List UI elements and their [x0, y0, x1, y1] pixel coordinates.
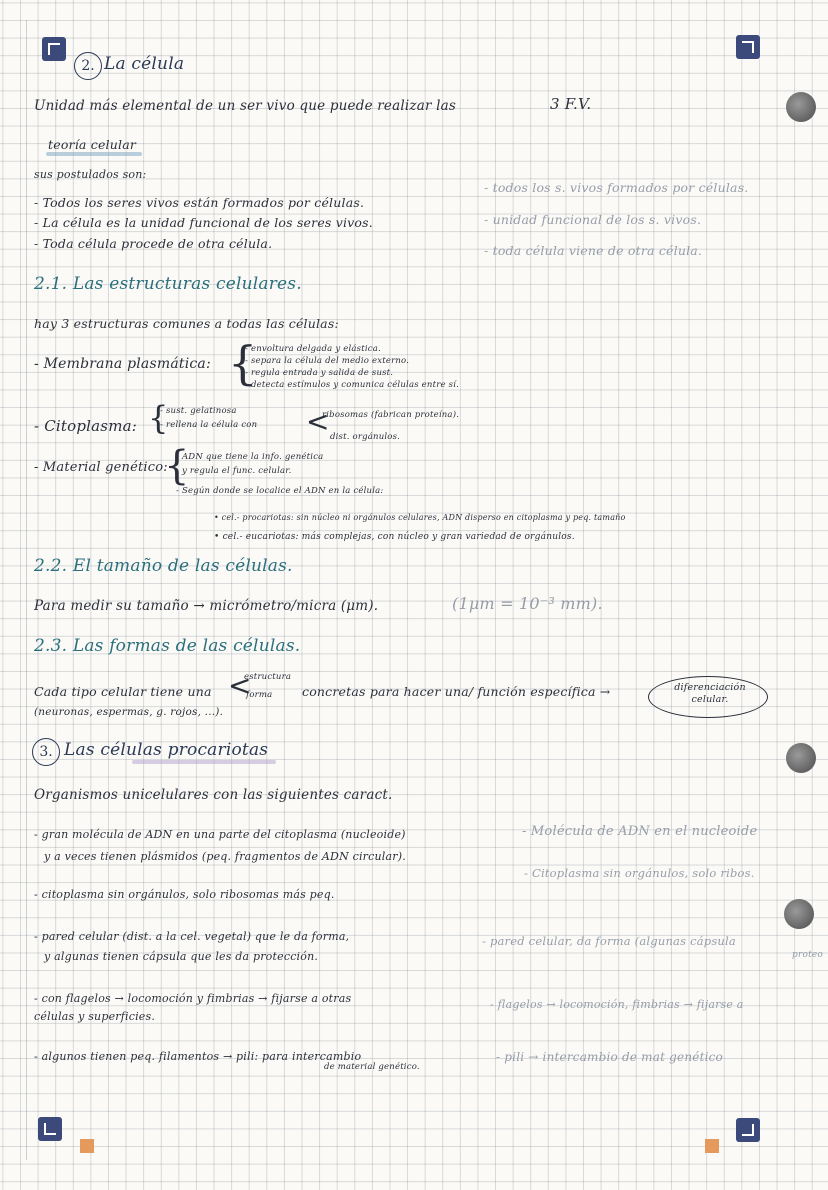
heading-highlight: [46, 152, 142, 156]
corner-mark-top-right: [736, 35, 760, 59]
membrana-label: - Membrana plasmática:: [34, 356, 211, 372]
section-2-1-heading: 2.1. Las estructuras celulares.: [34, 274, 302, 294]
s23-brace-top: estructura: [244, 672, 292, 682]
s22-text: Para medir su tamaño → micrómetro/micra (μm).: [34, 598, 379, 614]
s23-line1b: concretas para hacer una/ función específica →: [302, 684, 611, 699]
s3-item: y algunas tienen cápsula que les da protección.: [44, 950, 319, 963]
orange-square-right: [705, 1139, 719, 1153]
s23-line2: (neuronas, espermas, g. rojos, ...).: [34, 706, 224, 718]
brace: {: [164, 443, 190, 489]
heading-highlight: [132, 760, 276, 764]
margin-line: [26, 20, 27, 1160]
angle-bracket: <: [228, 669, 252, 702]
citoplasma-item: - rellena la célula con: [160, 420, 258, 430]
citoplasma-sub: dist. orgánulos.: [330, 432, 401, 442]
pencil-note: - unidad funcional de los s. vivos.: [484, 212, 702, 227]
pencil-note: - Citoplasma sin orgánulos, solo ribos.: [524, 866, 755, 880]
s23-line1a: Cada tipo celular tiene una: [34, 684, 212, 699]
s3-item: células y superficies.: [34, 1010, 156, 1023]
membrana-item: - regula entrada y salida de sust.: [245, 368, 394, 378]
s3-item: y a veces tienen plásmidos (peq. fragmentos de ADN circular).: [44, 850, 406, 863]
material-item: - ADN que tiene la info. genética: [176, 452, 324, 462]
s3-intro: Organismos unicelulares con las siguientes caract.: [34, 787, 393, 803]
s3-item: - pared celular (dist. a la cel. vegetal) que le da forma,: [34, 930, 350, 943]
s23-oval-text: diferenciación celular.: [674, 682, 746, 705]
corner-mark-top-left: [42, 37, 66, 61]
material-item: - Según donde se localice el ADN en la célula:: [176, 486, 384, 496]
definition-text: Unidad más elemental de un ser vivo que puede realizar las: [34, 98, 456, 114]
teoria-intro: sus postulados son:: [34, 168, 147, 181]
citoplasma-item: - sust. gelatinosa: [160, 406, 237, 416]
binder-hole: [786, 743, 816, 773]
material-sub: • cel.- eucariotas: más complejas, con núcleo y gran variedad de orgánulos.: [214, 532, 575, 542]
postulado-item: - Toda célula procede de otra célula.: [34, 236, 273, 251]
s3-item: - gran molécula de ADN en una parte del citoplasma (nucleoide): [34, 828, 406, 841]
pencil-note: - toda célula viene de otra célula.: [484, 243, 703, 258]
postulado-item: - La célula es la unidad funcional de los seres vivos.: [34, 215, 373, 230]
pencil-note: - pared celular, da forma (algunas cápsula: [482, 934, 736, 948]
pencil-note: (1μm = 10⁻³ mm).: [452, 594, 603, 613]
pencil-note: - flagelos → locomoción, fimbrias → fijarse a: [490, 998, 744, 1011]
s3-item: de material genético.: [324, 1062, 420, 1072]
membrana-item: - separa la célula del medio externo.: [245, 356, 410, 366]
pencil-note: - Molécula de ADN en el nucleoide: [522, 824, 758, 839]
membrana-item: - envoltura delgada y elástica.: [245, 344, 381, 354]
orange-square-left: [80, 1139, 94, 1153]
postulado-item: - Todos los seres vivos están formados por células.: [34, 195, 365, 210]
material-label: - Material genético:: [34, 460, 168, 475]
s3-item: - algunos tienen peq. filamentos → pili: para intercambio: [34, 1050, 362, 1063]
binder-hole: [786, 92, 816, 122]
brace: {: [148, 399, 169, 437]
section-2-3-heading: 2.3. Las formas de las células.: [34, 636, 301, 656]
pencil-note: proteo: [792, 950, 824, 960]
binder-hole: [784, 899, 814, 929]
citoplasma-sub: ribosomas (fabrican proteína).: [322, 410, 460, 420]
corner-mark-bottom-left: [38, 1117, 62, 1141]
section-3-heading: Las células procariotas: [64, 740, 269, 760]
corner-mark-bottom-right: [736, 1118, 760, 1142]
teoria-heading: teoría celular: [48, 137, 137, 152]
angle-bracket: <: [306, 405, 330, 438]
s3-item: - citoplasma sin orgánulos, solo ribosomas más peq.: [34, 888, 335, 901]
s21-intro: hay 3 estructuras comunes a todas las células:: [34, 316, 339, 331]
brace: {: [228, 336, 258, 390]
s3-item: - con flagelos → locomoción y fimbrias → fijarse a otras: [34, 992, 352, 1005]
section-number-badge: 2.: [74, 52, 102, 80]
membrana-item: - detecta estímulos y comunica células entre sí.: [245, 380, 459, 390]
section-2-2-heading: 2.2. El tamaño de las células.: [34, 556, 293, 576]
pencil-note: - todos los s. vivos formados por células.: [484, 180, 749, 195]
page-title: La célula: [104, 54, 185, 74]
material-sub: • cel.- procariotas: sin núcleo ni orgánulos celulares, ADN disperso en citoplasma y peq. tamaño: [214, 513, 626, 522]
material-item: y regula el func. celular.: [182, 466, 292, 476]
section-number-badge: 3.: [32, 738, 60, 766]
pencil-note: - pili → intercambio de mat genético: [496, 1050, 723, 1064]
definition-tail: 3 F.V.: [550, 95, 592, 113]
citoplasma-label: - Citoplasma:: [34, 417, 138, 435]
s23-brace-bottom: forma: [246, 690, 273, 700]
